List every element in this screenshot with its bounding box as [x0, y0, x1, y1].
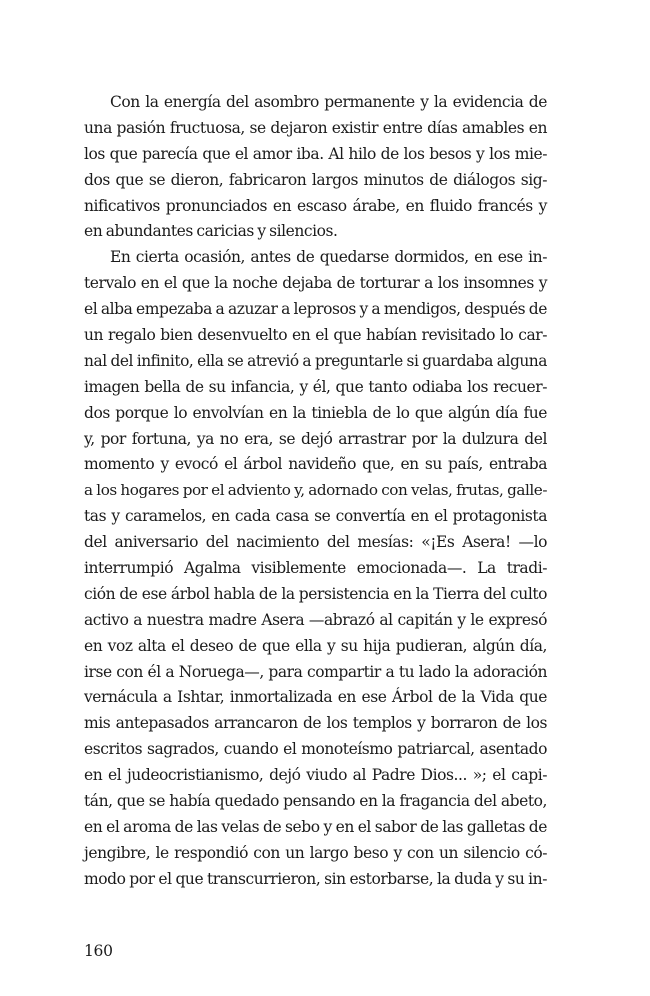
- text-line: mis antepasados arrancaron de los templos y borraron de los: [84, 714, 547, 733]
- text-line: nal del infinito, ella se atrevió a preguntarle si guardaba alguna: [84, 351, 547, 370]
- text-line: del aniversario del nacimiento del mesías: «¡Es Asera! —lo: [84, 533, 547, 552]
- text-line: dos que se dieron, fabricaron largos minutos de diálogos sig-: [84, 170, 547, 189]
- text-line: y, por fortuna, ya no era, se dejó arrastrar por la dulzura del: [84, 429, 547, 448]
- text-line: a los hogares por el adviento y, adornado con velas, frutas, galle-: [84, 481, 547, 500]
- text-line: modo por el que transcurrieron, sin estorbarse, la duda y su in-: [84, 869, 547, 888]
- text-line: los que parecía que el amor iba. Al hilo de los besos y los mie-: [84, 144, 547, 163]
- text-line: vernácula a Ishtar, inmortalizada en ese Árbol de la Vida que: [84, 688, 547, 707]
- text-line: jengibre, le respondió con un largo beso y con un silencio có-: [84, 843, 547, 862]
- text-line: un regalo bien desenvuelto en el que habían revisitado lo car-: [84, 326, 547, 345]
- text-line: En cierta ocasión, antes de quedarse dormidos, en ese in-: [110, 248, 547, 267]
- text-line: momento y evocó el árbol navideño que, en su país, entraba: [84, 455, 547, 474]
- text-line: tas y caramelos, en cada casa se convertía en el protagonista: [84, 507, 547, 526]
- text-line: una pasión fructuosa, se dejaron existir entre días amables en: [84, 118, 547, 137]
- text-line: ción de ese árbol habla de la persistencia en la Tierra del culto: [84, 584, 547, 603]
- paragraph: [84, 245, 547, 892]
- text-line: en voz alta el deseo de que ella y su hija pudieran, algún día,: [84, 636, 547, 655]
- page-text: [84, 90, 547, 893]
- text-line: imagen bella de su infancia, y él, que tanto odiaba los recuer-: [84, 377, 547, 396]
- page-number: 160: [84, 942, 113, 960]
- text-line: nificativos pronunciados en escaso árabe, en fluido francés y: [84, 196, 547, 215]
- text-line: interrumpió Agalma visiblemente emocionada—. La tradi-: [84, 559, 547, 578]
- text-line: en el judeocristianismo, dejó viudo al Padre Dios... »; el capi-: [84, 766, 547, 785]
- text-line: en abundantes caricias y silencios.: [84, 222, 338, 241]
- text-line: en el aroma de las velas de sebo y en el sabor de las galletas de: [84, 817, 547, 836]
- text-line: dos porque lo envolvían en la tiniebla de lo que algún día fue: [84, 403, 547, 422]
- text-line: tervalo en el que la noche dejaba de torturar a los insomnes y: [84, 274, 547, 293]
- paragraph: [84, 90, 547, 245]
- text-line: Con la energía del asombro permanente y la evidencia de: [110, 93, 547, 111]
- text-line: irse con él a Noruega—, para compartir a tu lado la adoración: [84, 662, 547, 681]
- text-line: el alba empezaba a azuzar a leprosos y a mendigos, después de: [84, 300, 547, 319]
- text-line: escritos sagrados, cuando el monoteísmo patriarcal, asentado: [84, 740, 547, 759]
- text-line: activo a nuestra madre Asera —abrazó al capitán y le expresó: [84, 610, 547, 629]
- text-line: tán, que se había quedado pensando en la fragancia del abeto,: [84, 792, 547, 811]
